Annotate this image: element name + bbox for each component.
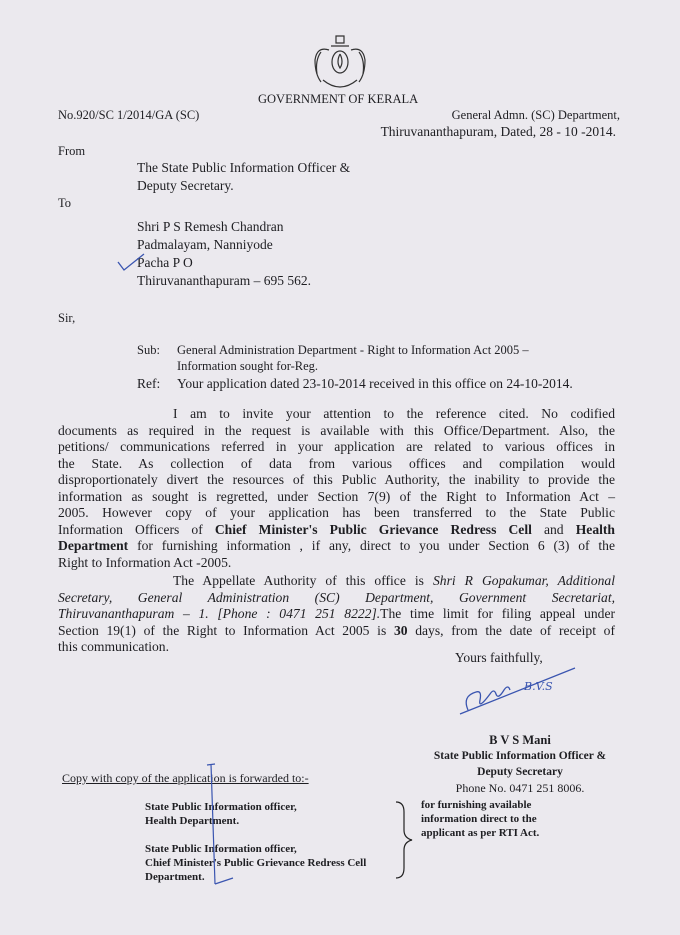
text-segment: Section 19(1) of the Right to Information Act 2005 is [58,622,394,638]
text-segment: petitions/ communications referred in your application are related to various offices in [58,439,615,454]
recipient-line: State Public Information officer, [145,801,297,813]
signatory-designation: Deputy Secretary [477,766,563,778]
to-line: Padmalayam, Nanniyode [137,237,273,252]
subject-label: Sub: [137,343,160,357]
text-segment: this communication. [58,639,170,654]
subject-line: Information sought for-Reg. [177,359,319,373]
text-segment: disproportionately divert the resources of this Public Authority, the inability to provide the [58,472,615,487]
subject-line: General Administration Department - Right to Information Act 2005 – [177,343,529,357]
kerala-emblem [307,32,373,92]
paragraph-line [58,456,615,473]
from-line: Deputy Secretary. [137,178,234,193]
recipient-line: Department. [145,871,205,883]
text-segment: Right to Information Act -2005. [58,554,232,570]
paragraph-line [58,522,615,539]
text-segment: Secretary, General Administration (SC) Department, Government Secretariat, [58,589,615,605]
government-title: GOVERNMENT OF KERALA [258,92,419,106]
text-segment: Thiruvananthapuram – 1. [Phone : 0471 251 8222]. [58,606,381,621]
copy-recipient-cm-cell [145,842,366,884]
note-line: information direct to the [421,813,537,825]
paragraph-line [58,606,615,623]
text-segment: for furnishing information , if any, direct to you under Section 6 (3) of the [128,538,615,553]
text-segment: 2005. However copy of your application has been transferred to the State Public [58,505,615,520]
recipient-line: Chief Minister's Public Grievance Redress Cell [145,857,367,869]
reference-text: Your application dated 23-10-2014 received in this office on 24-10-2014. [177,376,573,391]
file-number: No.920/SC 1/2014/GA (SC) [58,108,200,122]
to-label: To [58,196,72,210]
place-date: Thiruvananthapuram, Dated, 28 - 10 -2014. [380,124,616,139]
yours-faithfully: Yours faithfully, [455,650,543,665]
recipient-line: Health Department. [145,815,240,827]
signatory-phone: Phone No. 0471 251 8006. [455,781,585,795]
text-segment: Department [58,538,129,553]
to-line: Pacha P O [137,255,193,270]
text-segment: The Appellate Authority of this office is [173,573,433,588]
text-segment: I am to invite your attention to the reference cited. No codified [173,406,615,421]
text-segment: documents as required in the request is available with this Office/Department. Also, the [58,422,615,438]
paragraph-line [58,406,615,423]
right-brace [392,800,416,880]
reference-label: Ref: [137,376,161,391]
note-line: for furnishing available [421,799,532,811]
paragraph-line [58,505,615,522]
from-label: From [58,144,86,158]
copy-note [421,798,539,840]
text-segment: and [531,521,576,537]
text-segment: information as sought is regretted, under Section 7(9) of the Right to Information Act – [58,488,615,504]
paragraph-line [58,573,615,590]
signatory-name: B V S Mani [489,733,551,747]
department-name: General Admn. (SC) Department, [451,108,620,122]
salutation: Sir, [58,311,76,325]
from-line: The State Public Information Officer & [137,160,351,175]
to-line: Shri P S Remesh Chandran [137,219,284,234]
text-segment: 30 [393,622,408,638]
signatory-designation: State Public Information Officer & [433,750,607,762]
to-line: Thiruvananthapuram – 695 562. [137,273,311,288]
pen-vertical-mark [195,762,245,892]
text-segment: Chief Minister's Public Grievance Redress Cell [214,521,532,537]
note-line: applicant as per RTI Act. [421,827,540,839]
text-segment: Information Officers of [58,521,215,537]
text-segment: Health [575,521,615,537]
text-segment: days, from the date of receipt of [407,622,615,638]
paragraph-line [58,623,615,640]
paragraph-line [58,555,615,572]
svg-text:B.V.S: B.V.S [524,680,553,693]
paragraph-line [58,489,615,506]
copy-heading: Copy with copy of the application is forwarded to:- [62,771,309,785]
text-segment: the State. As collection of data from various offices and compilation would [58,455,615,471]
paragraph-line [58,590,615,607]
recipient-line: State Public Information officer, [145,843,297,855]
body-paragraph-1 [58,406,615,571]
paragraph-line [58,423,615,440]
handwritten-signature [450,640,580,720]
paragraph-line [58,538,615,555]
paragraph-line [58,439,615,456]
text-segment: Shri R Gopakumar, Additional [432,573,615,588]
text-segment: The time limit for filing appeal under [380,606,616,621]
pen-tick-mark [116,252,146,272]
paragraph-line [58,472,615,489]
